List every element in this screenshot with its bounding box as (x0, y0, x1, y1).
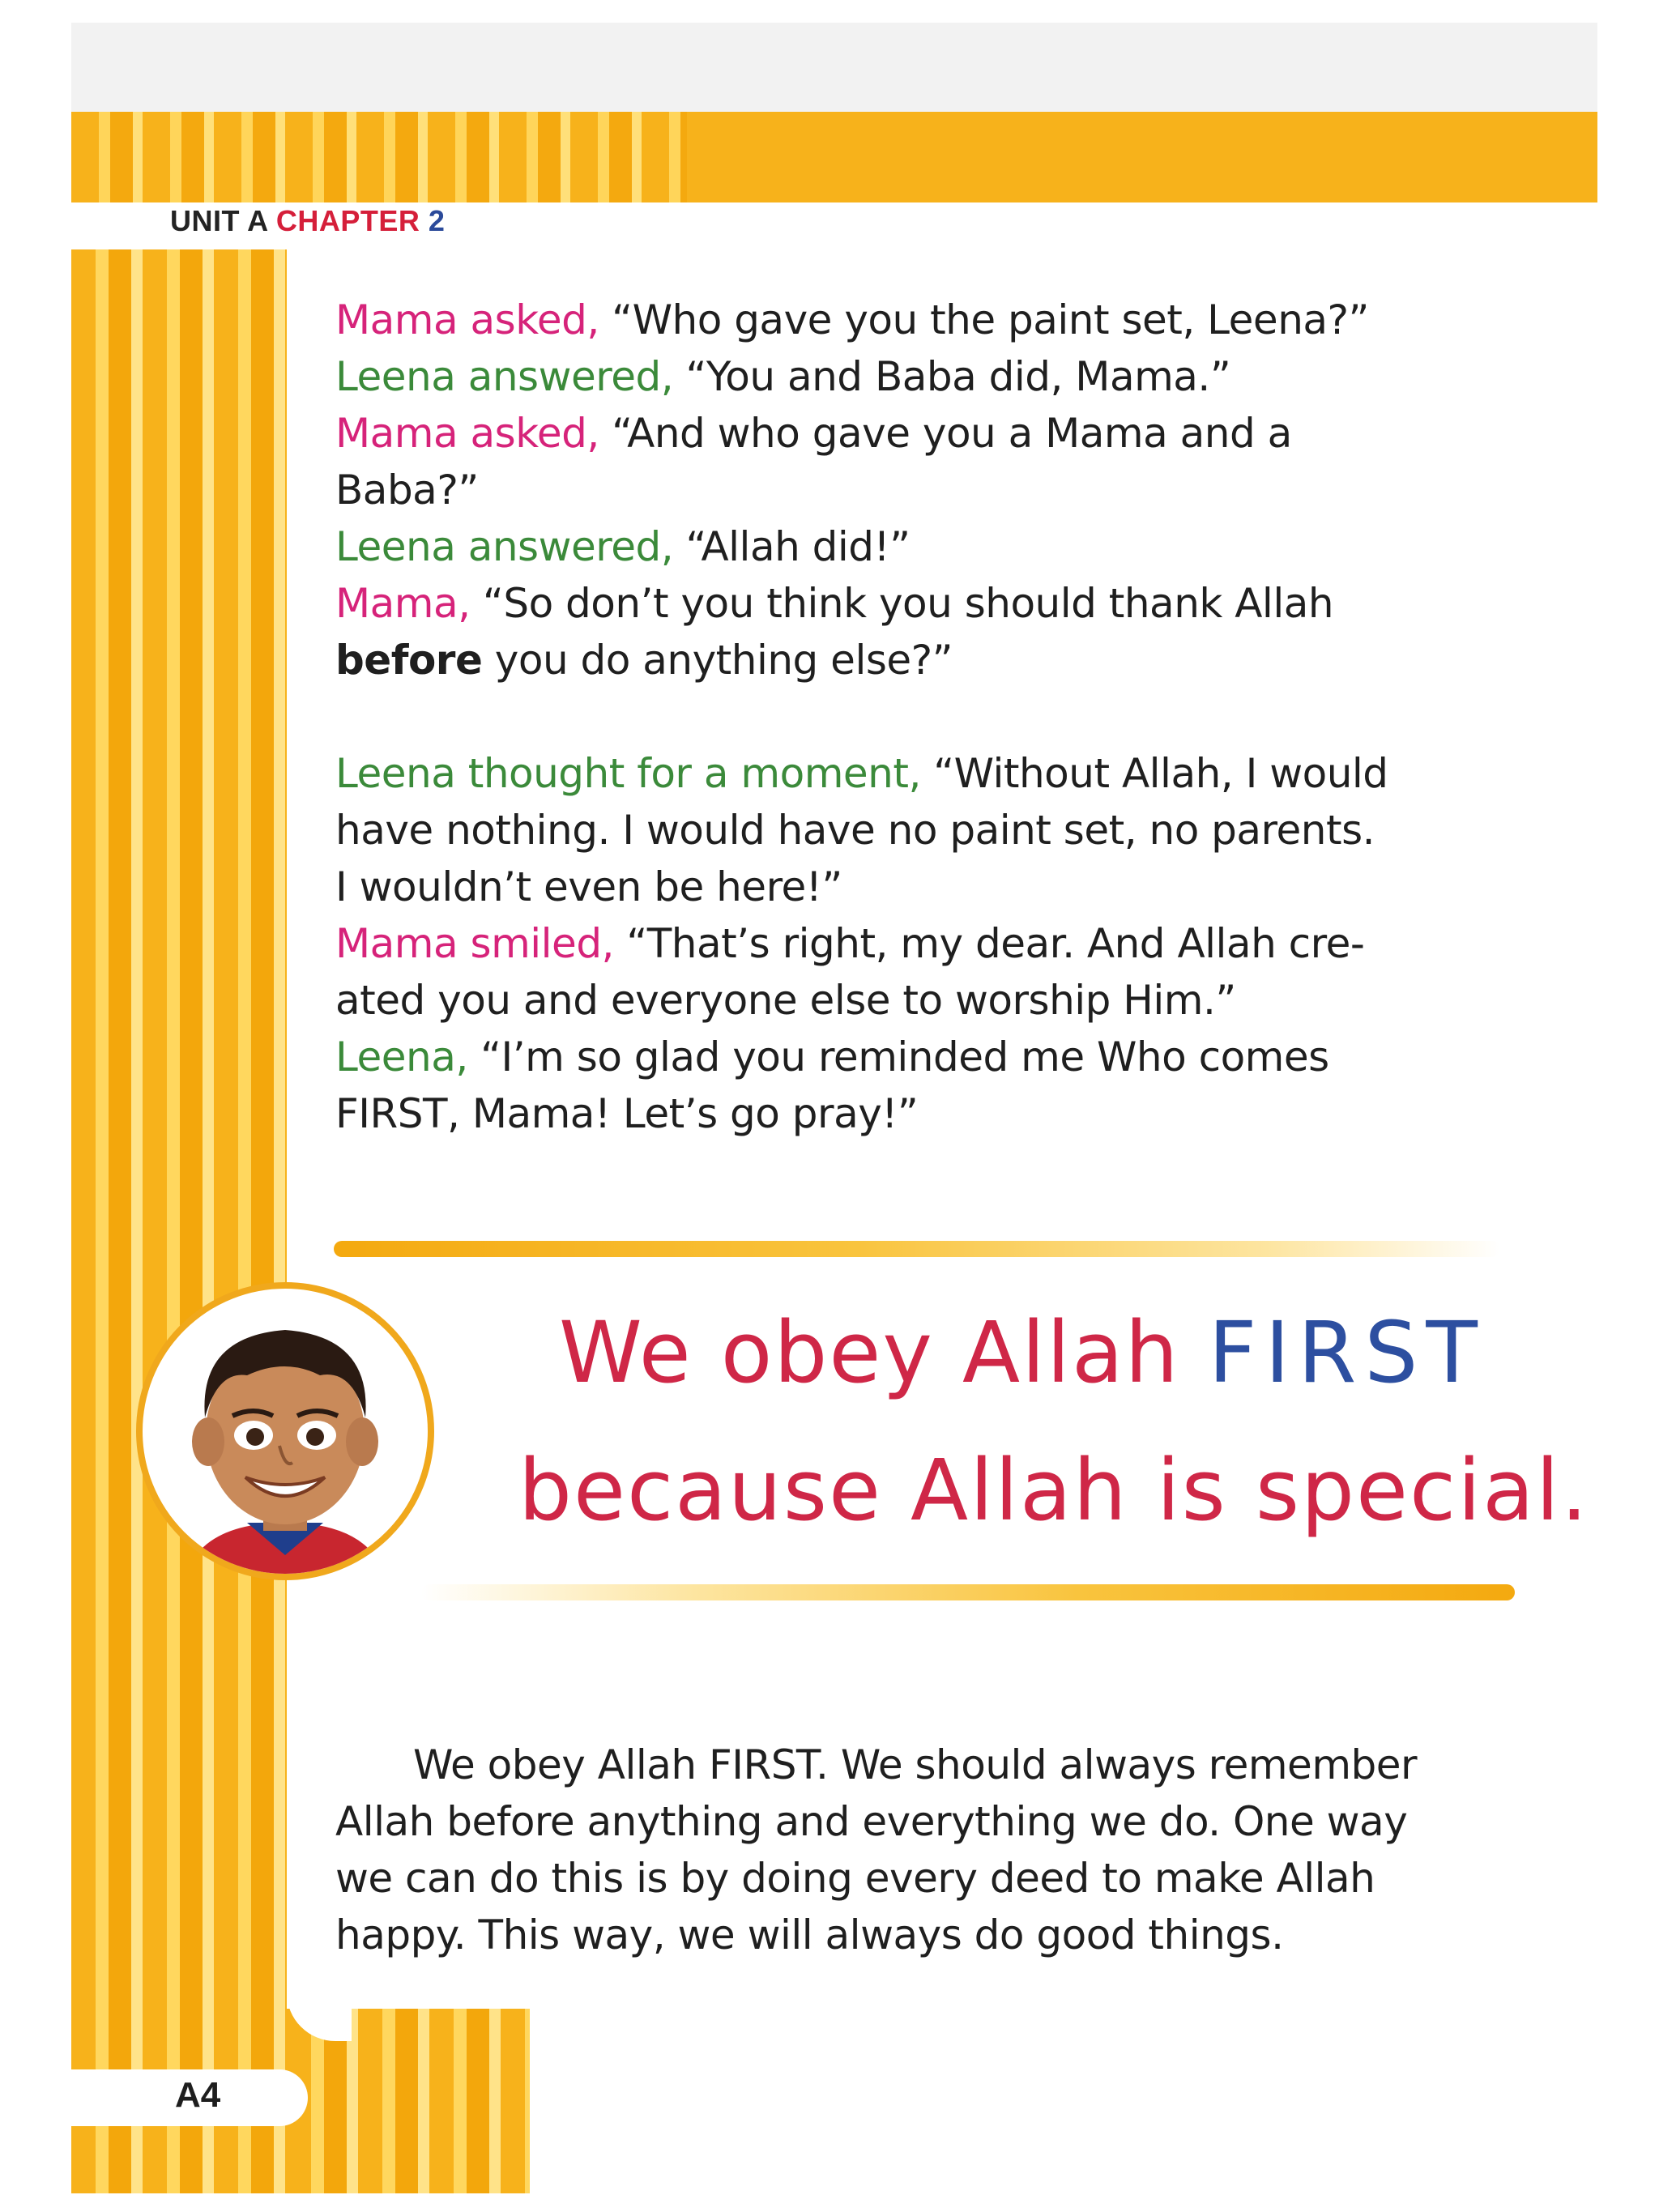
story-line (335, 1029, 1550, 1085)
dialogue-text: “Allah did!” (673, 523, 911, 570)
story-line (335, 575, 1550, 632)
motto-text: because Allah is special. (518, 1441, 1589, 1540)
dialogue-text: “Without Allah, I would (920, 750, 1388, 797)
story-line (335, 802, 1550, 859)
unit-chapter-label (170, 204, 445, 238)
speaker-tag: Leena, (335, 1034, 468, 1080)
speaker-tag: Mama asked, (335, 410, 599, 457)
lesson-line: Allah before anything and everything we do. One way (335, 1798, 1408, 1845)
dialogue-text: ated you and everyone else to worship Him.” (335, 977, 1236, 1024)
emphasis-word: before (335, 637, 483, 684)
dialogue-text: “I’m so glad you reminded me Who comes (467, 1034, 1329, 1080)
dialogue-text: I wouldn’t even be here!” (335, 863, 842, 910)
divider-rule-top (334, 1241, 1500, 1257)
story-dialogue (335, 292, 1550, 1142)
story-line (335, 632, 1550, 688)
story-line (335, 915, 1550, 972)
story-line (335, 348, 1550, 405)
lesson-line: happy. This way, we will always do good things. (335, 1912, 1284, 1958)
dialogue-text: “That’s right, my dear. And Allah cre- (613, 920, 1365, 967)
dialogue-text: “So don’t you think you should thank Allah (470, 580, 1334, 627)
lesson-paragraph (335, 1737, 1550, 1963)
child-avatar-icon (134, 1280, 437, 1583)
speaker-tag: Leena answered, (335, 523, 674, 570)
chapter-number: 2 (428, 204, 446, 237)
story-line (335, 859, 1550, 915)
story-line (335, 292, 1550, 348)
dialogue-text: Baba?” (335, 467, 479, 514)
chapter-label: CHAPTER (275, 204, 420, 237)
dialogue-text: FIRST, Mama! Let’s go pray!” (335, 1090, 919, 1137)
motto-emphasis: FIRST (1208, 1303, 1486, 1402)
motto-line-1 (518, 1284, 1523, 1421)
speaker-tag: Mama, (335, 580, 471, 627)
speaker-tag: Mama asked, (335, 296, 599, 343)
speaker-tag: Leena answered, (335, 353, 674, 400)
header-solid-bar (687, 112, 1597, 202)
speaker-tag: Leena thought for a moment, (335, 750, 921, 797)
divider-rule-bottom (421, 1584, 1515, 1600)
dialogue-text: “You and Baba did, Mama.” (673, 353, 1231, 400)
side-stripe-border (71, 249, 287, 2193)
dialogue-text: you do anything else?” (482, 637, 953, 684)
lesson-line: we can do this is by doing every deed to make Allah (335, 1855, 1375, 1902)
speaker-tag: Mama smiled, (335, 920, 614, 967)
motto-text: We obey Allah (559, 1303, 1209, 1402)
story-line (335, 518, 1550, 575)
top-margin (71, 23, 1597, 113)
page-number: A4 (175, 2075, 221, 2115)
story-line (335, 462, 1550, 518)
story-line (335, 405, 1550, 462)
lesson-line: We obey Allah FIRST. We should always remember (413, 1741, 1418, 1788)
motto-line-2 (518, 1421, 1589, 1559)
paragraph-gap (335, 688, 1550, 745)
motto-statement (518, 1284, 1589, 1559)
story-line (335, 1085, 1550, 1142)
dialogue-text: “Who gave you the paint set, Leena?” (599, 296, 1369, 343)
story-line (335, 972, 1550, 1029)
header-stripe-band (71, 112, 1597, 202)
unit-label: UNIT A (170, 204, 268, 237)
dialogue-text: “And who gave you a Mama and a (599, 410, 1292, 457)
dialogue-text: have nothing. I would have no paint set, no parents. (335, 807, 1375, 854)
story-line (335, 745, 1550, 802)
